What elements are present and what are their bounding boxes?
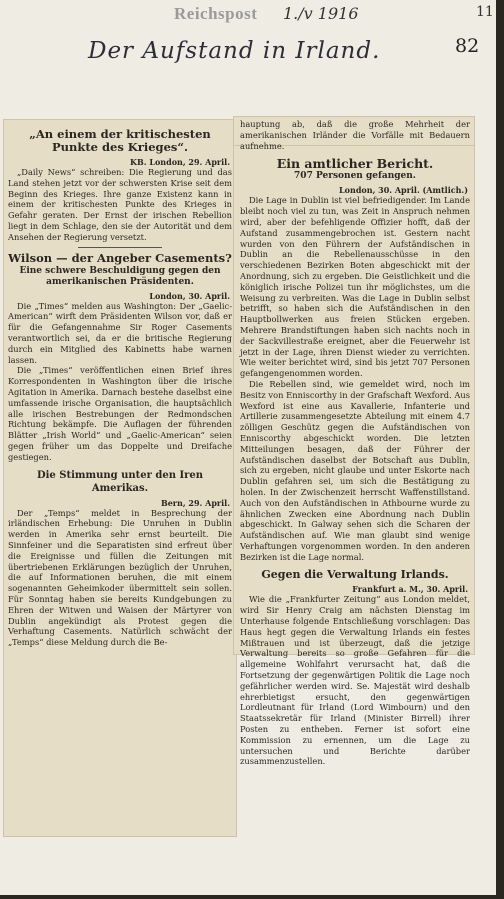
article-4-dateline: London, 30. April. (Amtlich.) <box>339 185 468 196</box>
right-column <box>240 119 470 767</box>
article-5-title: Gegen die Verwaltung Irlands. <box>261 568 449 582</box>
handwritten-title: Der Aufstand in Irland. <box>88 38 381 64</box>
handwritten-date: 1./v 1916 <box>283 4 359 23</box>
article-4-body-1: Die Lage in Dublin ist viel befriedigender. Im Lande bleibt noch viel zu tun, was Zeit in Anspruch nehmen wird, aber der befehligende Offizier hofft, daß der Aufstand zusammengebrochen ist. Gestern nacht wurden von den Führern der Aufständischen in Dublin an die Rebellenausschüsse in den verschiedenen Bezirken Boten abgeschickt mit der Anordnung, sich zu ergeben. Die Geistlichkeit und die königlich irische Polizei tun ihr möglichstes, um die Weisung zu verbreiten. Was die Lage in Dublin selbst betrifft, so haben sich die Aufständischen in den Hauptbollwerken aus freien Stücken ergeben. Mehrere Brandstiftungen haben sich nachts noch in der Sackvillestraße ereignet, aber die Feuerwehr ist jetzt in der Lage, ihren Dienst wieder zu verrichten. Wie weiter berichtet wird, sind bis jetzt 707 Personen gefangengenommen worden. <box>240 195 470 379</box>
continued-text: hauptung ab, daß die große Mehrheit der amerikanischen Irländer die Vorfälle mit Bedauern aufnehme. <box>240 119 470 151</box>
article-3-title: Die Stimmung unter den Iren Amerikas. <box>36 469 204 494</box>
article-2-body-1: Die „Times“ melden aus Washington: Der „Gaelic-American“ wirft dem Präsidenten Wilson vor, daß er für die Gefangennahme Sir Roger Casements verantwortlich sei, da er die britische Regierung durch ein Mitglied des Kabinetts habe warnen lassen. <box>8 300 232 365</box>
newspaper-stamp: Reichspost <box>174 4 258 23</box>
article-4-title: Ein amtlicher Bericht. <box>276 156 434 172</box>
article-5-dateline: Frankfurt a. M., 30. April. <box>352 584 468 595</box>
article-1-dateline: KB. London, 29. April. <box>130 157 230 167</box>
corner-mark: 11 <box>476 4 494 20</box>
article-5-body: Wie die „Frankfurter Zeitung“ aus London meldet, wird Sir Henry Craig am nächsten Dienstag im Unterhause folgende Entschließung vorschlagen: Das Haus hegt gegen die Verwaltung Irlands ein festes Mißtrauen und ist überzeugt, daß die jetzige Verwaltung bereits so große Gefahren für die allgemeine Wohlfahrt verursacht hat, daß die Fortsetzung der gegenwärtigen Politik die Lage noch gefährlicher werden wird. Se. Majestät wird deshalb ehrerbietigst ersucht, den gegenwärtigen Lordleutnant für Irland (Lord Wimbourn) und den Staatssekretär für Irland (Minister Birrell) ihrer Posten zu entheben. Ferner ist sofort eine Kommission zu ernennen, um die Lage zu untersuchen und Berichte darüber zusammenzustellen. <box>240 594 470 767</box>
article-3-body: Der „Temps“ meldet in Besprechung der irländischen Erhebung: Die Unruhen in Dublin werden in Amerika sehr ernst beurteilt. Die Sinnfeiner und die Separatisten sind erfreut über die Ereignisse und füllen die Zeitungen mit übertriebenen Erklärungen bezüglich der Unruhen, die auf Informationen beruhen, die mit einem sogenannten Geheimkoder übermittelt sein sollen. Für Sonntag haben sie bereits Kundgebungen zu Ehren der Witwen und Waisen der Märtyrer von Dublin angekündigt als Protest gegen die Verhaftung Casements. Natürlich schwächt der „Temps“ diese Meldung durch die Be- <box>8 507 232 648</box>
article-2-subtitle: Eine schwere Beschuldigung gegen den amerikanischen Präsidenten. <box>19 265 221 287</box>
article-2-body-2: Die „Times“ veröffentlichen einen Brief ihres Korrespondenten in Washington über die irische Agitation in Amerika. Darnach bestehe daselbst eine umfassende irische Organisation, die hauptsächlich alle irischen Bestrebungen der Redmondschen Richtung bekämpfe. Die Auflagen der führenden Blätter „Irish World“ und „Gaelic-American“ seien gegen früher um das Doppelte und Dreifache gestiegen. <box>8 365 232 462</box>
article-1-body: „Daily News“ schreiben: Die Regierung und das Land stehen jetzt vor der schwersten Krise seit dem Beginn des Krieges. Ihre ganze Existenz kann in einem der kritischesten Punkte des Krieges in Gefahr geraten. Der Ernst der irischen Rebellion liegt in dem Schlage, den sie der Autorität und dem Ansehen der Regierung versetzt. <box>8 167 232 242</box>
article-2-dateline: London, 30. April. <box>149 290 230 301</box>
article-1-title: „An einem der kritischesten Punkte des Krieges“. <box>29 127 211 154</box>
article-3-dateline: Bern, 29. April. <box>160 497 230 508</box>
article-2-title: Wilson — der Angeber Casements? <box>8 250 232 265</box>
article-4-subtitle: 707 Personen gefangen. <box>294 171 416 182</box>
divider <box>78 247 162 248</box>
page-number: 82 <box>455 35 480 57</box>
left-column <box>8 128 232 648</box>
article-4-body-2: Die Rebellen sind, wie gemeldet wird, noch im Besitz von Enniscorthy in der Grafschaft Wexford. Aus Wexford ist eine aus Kavallerie, Infanterie und Artillerie zusammengesetzte Abteilung mit einem 4.7 zölligen Geschütz gegen die Aufständischen von Enniscorthy abgeschickt worden. Die letzten Mitteilungen besagen, daß der Führer der Aufständischen daselbst der Botschaft aus Dublin, sich zu ergeben, nicht glaube und unter Eskorte nach Dublin gefahren sei, um sich die Bestätigung zu holen. In der Zwischenzeit herrscht Waffenstillstand. Auch von den Aufständischen in Athbourne wurde zu ähnlichen Zwecken eine Abordnung nach Dublin abgeschickt. In Galway sehen sich die Scharen der Aufständischen auf. Wie man glaubt sind wenige Verhaftungen vorgenommen worden. In den anderen Bezirken ist die Lage normal. <box>240 378 470 562</box>
